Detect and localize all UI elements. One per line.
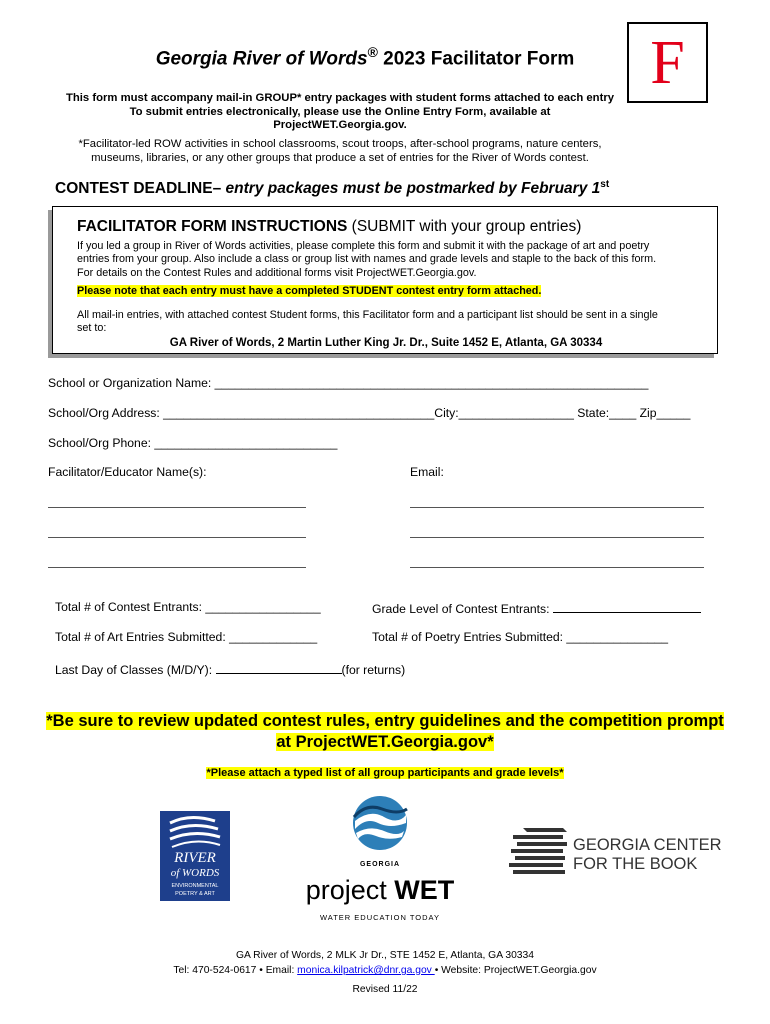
instructions-line: entries from your group. Also include a class or group list with names and grade levels and staple to the back of this form. bbox=[77, 253, 657, 266]
book-logo-line1: GEORGIA CENTER bbox=[573, 836, 722, 854]
facilitator-name-line[interactable] bbox=[48, 537, 306, 538]
footer-email-link[interactable]: monica.kilpatrick@dnr.ga.gov bbox=[297, 965, 435, 976]
row-logo-name2: of WORDS bbox=[170, 867, 220, 879]
deadline-dash: – bbox=[212, 180, 226, 198]
mailing-address: GA River of Words, 2 Martin Luther King Jr. Dr., Suite 1452 E, Atlanta, GA 30334 bbox=[169, 337, 603, 349]
warning-line: at ProjectWET.Georgia.gov* bbox=[276, 733, 494, 751]
footer-contact-post: • Website: ProjectWET.Georgia.gov bbox=[434, 965, 597, 976]
email-line[interactable] bbox=[410, 567, 704, 568]
instructions-heading-rest: (SUBMIT with your group entries) bbox=[347, 218, 582, 235]
form-badge bbox=[627, 22, 708, 103]
instructions-line: For details on the Contest Rules and additional forms visit ProjectWET.Georgia.gov. bbox=[77, 266, 477, 279]
book-stack-icon bbox=[509, 826, 569, 878]
wet-state: GEORGIA bbox=[359, 861, 401, 868]
deadline-text: entry packages must be postmarked by February 1 bbox=[225, 180, 601, 198]
facilitator-label: Facilitator/Educator Name(s): bbox=[48, 465, 207, 479]
project-wet-logo bbox=[300, 795, 460, 925]
email-line[interactable] bbox=[410, 507, 704, 508]
mail-line: All mail-in entries, with attached contest Student forms, this Facilitator form and a participant list should be sent in a single bbox=[77, 309, 658, 321]
email-line[interactable] bbox=[410, 537, 704, 538]
intro-line: This form must accompany mail-in GROUP* entry packages with student forms attached to each entry bbox=[65, 92, 615, 104]
footer-revised: Revised 11/22 bbox=[352, 984, 418, 995]
last-day-field[interactable] bbox=[55, 661, 405, 677]
intro-line: To submit entries electronically, please use the Online Entry Form, available at bbox=[129, 105, 551, 118]
footer-contact bbox=[0, 965, 770, 976]
total-entrants-field[interactable]: Total # of Contest Entrants: _________________ bbox=[55, 600, 321, 614]
instructions-heading-bold: FACILITATOR FORM INSTRUCTIONS bbox=[77, 218, 348, 235]
wet-tagline: WATER EDUCATION TODAY bbox=[319, 913, 441, 922]
warning-line: *Be sure to review updated contest rules, entry guidelines and the competition prompt bbox=[46, 712, 724, 730]
grade-level-line[interactable] bbox=[553, 600, 701, 613]
total-poetry-field[interactable]: Total # of Poetry Entries Submitted: _______________ bbox=[372, 630, 669, 644]
rules-warning bbox=[40, 711, 730, 753]
registered-mark: ® bbox=[367, 44, 378, 60]
wet-name-bold: WET bbox=[394, 875, 455, 905]
facilitator-name-line[interactable] bbox=[48, 507, 306, 508]
georgia-center-for-the-book-logo bbox=[509, 826, 722, 881]
grade-level-field[interactable] bbox=[372, 600, 701, 616]
group-note bbox=[55, 138, 625, 165]
book-logo-line2: FOR THE BOOK bbox=[573, 855, 698, 873]
facilitator-name-line[interactable] bbox=[48, 567, 306, 568]
title-rest: 2023 Facilitator Form bbox=[377, 48, 575, 70]
deadline-sup: st bbox=[600, 179, 610, 190]
attach-note-text: *Please attach a typed list of all group participants and grade levels* bbox=[206, 767, 564, 779]
row-logo-tag1: ENVIRONMENTAL bbox=[171, 883, 219, 889]
river-of-words-logo bbox=[160, 811, 230, 901]
intro-text bbox=[55, 92, 625, 133]
grade-level-label: Grade Level of Contest Entrants: bbox=[372, 602, 550, 616]
deadline-label: CONTEST DEADLINE bbox=[55, 180, 213, 198]
email-label: Email: bbox=[410, 465, 444, 479]
footer-address: GA River of Words, 2 MLK Jr Dr., STE 1452 E, Atlanta, GA 30334 bbox=[236, 950, 534, 961]
form-title bbox=[0, 44, 730, 70]
footer-contact-pre: Tel: 470-524-0617 • Email: bbox=[173, 965, 298, 976]
school-phone-field[interactable]: School/Org Phone: ___________________________ bbox=[48, 436, 338, 450]
contest-deadline bbox=[55, 179, 609, 198]
wet-name bbox=[300, 875, 460, 905]
water-drop-icon bbox=[352, 795, 408, 851]
instructions-heading bbox=[77, 218, 581, 236]
note-line: museums, libraries, or any other groups that produce a set of entries for the River of Words contest. bbox=[91, 151, 589, 164]
title-italic: Georgia River of Words bbox=[155, 48, 368, 70]
attach-note bbox=[0, 767, 770, 779]
wet-name-light: project bbox=[305, 875, 395, 905]
river-wave-icon bbox=[160, 811, 230, 853]
intro-line: ProjectWET.Georgia.gov. bbox=[273, 119, 407, 131]
last-day-line[interactable] bbox=[216, 661, 342, 674]
total-art-field[interactable]: Total # of Art Entries Submitted: _____________ bbox=[55, 630, 318, 644]
form-badge-letter: F bbox=[650, 29, 685, 97]
mail-instructions bbox=[77, 309, 701, 336]
note-line: *Facilitator-led ROW activities in school classrooms, scout troops, after-school programs, nature centers, bbox=[78, 138, 602, 150]
instructions-body bbox=[77, 240, 697, 298]
instructions-box bbox=[52, 206, 718, 354]
mail-line: set to: bbox=[77, 322, 107, 335]
row-logo-name: RIVER bbox=[174, 850, 216, 866]
school-address-field[interactable]: School/Org Address: ________________________________________City:_________________ State:____ Zip_____ bbox=[48, 406, 691, 420]
student-form-notice: Please note that each entry must have a completed STUDENT contest entry form attached. bbox=[77, 284, 542, 297]
last-day-label: Last Day of Classes (M/D/Y): bbox=[55, 663, 213, 677]
school-name-field[interactable]: School or Organization Name: ________________________________________________________________ bbox=[48, 376, 649, 390]
instructions-line: If you led a group in River of Words activities, please complete this form and submit it with the package of art and poetry bbox=[77, 240, 650, 252]
row-logo-tag2: POETRY & ART bbox=[175, 891, 215, 897]
for-returns-label: (for returns) bbox=[341, 663, 406, 677]
